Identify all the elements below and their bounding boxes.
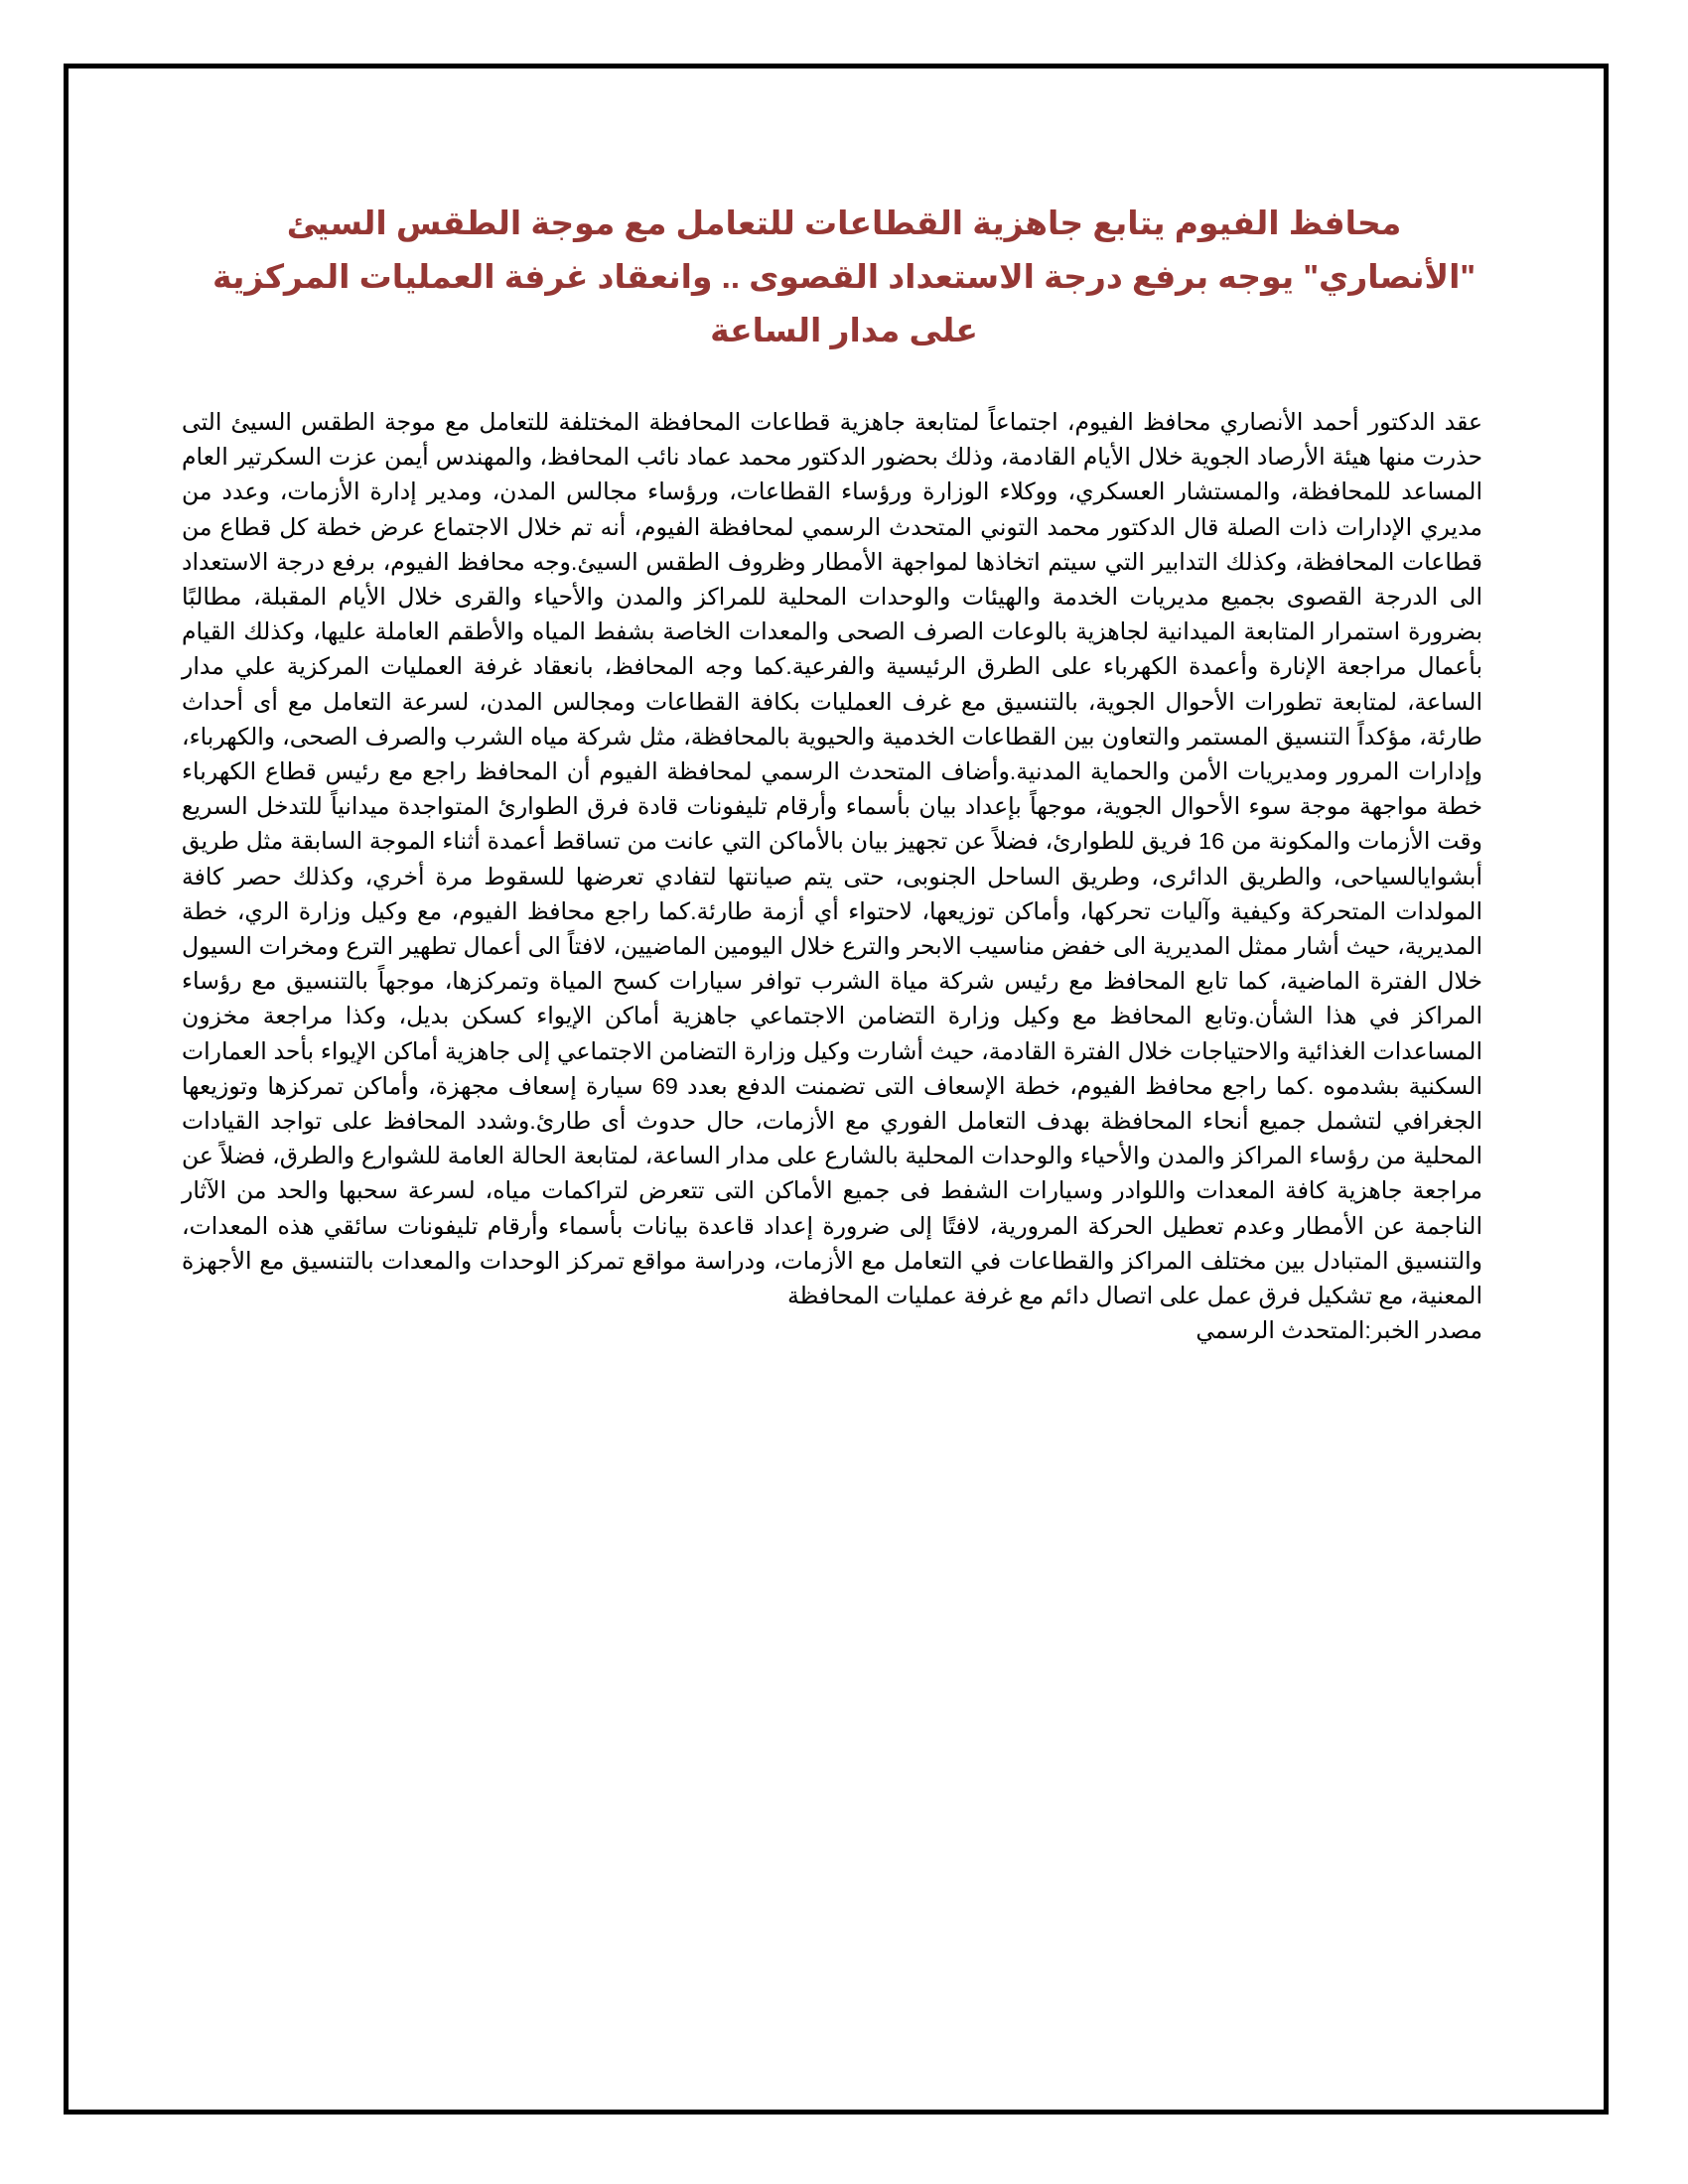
article-paragraph: عقد الدكتور أحمد الأنصاري محافظ الفيوم، اجتماعاً لمتابعة جاهزية قطاعات المحافظة المختلفة للتعامل مع موجة الطقس السيئ التى حذرت منها هيئة الأرصاد الجوية خلال الأيام القادمة، وذلك بحضور الدكتور محمد عماد نائب المحافظ، والمهندس أيمن عزت السكرتير العام المساعد للمحافظة، والمستشار العسكري، ووكلاء الوزارة ورؤساء القطاعات، ورؤساء مجالس المدن، ومدير إدارة الأزمات، وعدد من مديري الإدارات ذات الصلة قال الدكتور محمد التوني المتحدث الرسمي لمحافظة الفيوم، أنه تم خلال الاجتماع عرض خطة كل قطاع من قطاعات المحافظة، وكذلك التدابير التي سيتم اتخاذها لمواجهة الأمطار وظروف الطقس السيئ.وجه محافظ الفيوم، برفع درجة الاستعداد الى الدرجة القصوى بجميع مديريات الخدمة والهيئات والوحدات المحلية للمراكز والمدن والأحياء والقرى خلال الأيام المقبلة، مطالبًا بضرورة استمرار المتابعة الميدانية لجاهزية بالوعات الصرف الصحى والمعدات الخاصة بشفط المياه والأطقم العاملة عليها، وكذلك القيام بأعمال مراجعة الإنارة وأعمدة الكهرباء على الطرق الرئيسية والفرعية.كما وجه المحافظ، بانعقاد غرفة العمليات المركزية علي مدار الساعة، لمتابعة تطورات الأحوال الجوية، بالتنسيق مع غرف العمليات بكافة القطاعات ومجالس المدن، لسرعة التعامل مع أى أحداث طارئة، مؤكداً التنسيق المستمر والتعاون بين القطاعات الخدمية والحيوية بالمحافظة، مثل شركة مياه الشرب والصرف الصحى، والكهرباء، وإدارات المرور ومديريات الأمن والحماية المدنية.وأضاف المتحدث الرسمي لمحافظة الفيوم أن المحافظ راجع مع رئيس قطاع الكهرباء خطة مواجهة موجة سوء الأحوال الجوية، موجهاً بإعداد بيان بأسماء وأرقام تليفونات قادة فرق الطوارئ المتواجدة ميدانياً للتدخل السريع وقت الأزمات والمكونة من 16 فريق للطوارئ، فضلاً عن تجهيز بيان بالأماكن التي عانت من تساقط أعمدة أثناء الموجة السابقة مثل طريق أبشوايالسياحى، والطريق الدائرى، وطريق الساحل الجنوبى، حتى يتم صيانتها لتفادي تعرضها للسقوط مرة أخري، وكذلك حصر كافة المولدات المتحركة وكيفية وآليات تحركها، وأماكن توزيعها، لاحتواء أي أزمة طارئة.كما راجع محافظ الفيوم، مع وكيل وزارة الري، خطة المديرية، حيث أشار ممثل المديرية الى خفض مناسيب الابحر والترع خلال اليومين الماضيين، لافتاً الى أعمال تطهير الترع ومخرات السيول خلال الفترة الماضية، كما تابع المحافظ مع رئيس شركة مياة الشرب توافر سيارات كسح المياة وتمركزها، موجهاً بالتنسيق مع رؤساء المراكز في هذا الشأن.وتابع المحافظ مع وكيل وزارة التضامن الاجتماعي جاهزية أماكن الإيواء كسكن بديل، وكذا مراجعة مخزون المساعدات الغذائية والاحتياجات خلال الفترة القادمة، حيث أشارت وكيل وزارة التضامن الاجتماعي إلى جاهزية أماكن الإيواء بأحد العمارات السكنية بشدموه .كما راجع محافظ الفيوم، خطة الإسعاف التى تضمنت الدفع بعدد 69 سيارة إسعاف مجهزة، وأماكن تمركزها وتوزيعها الجغرافي لتشمل جميع أنحاء المحافظة بهدف التعامل الفوري مع الأزمات، حال حدوث أى طارئ.وشدد المحافظ على تواجد القيادات المحلية من رؤساء المراكز والمدن والأحياء والوحدات المحلية بالشارع على مدار الساعة، لمتابعة الحالة العامة للشوارع والطرق، فضلاً عن مراجعة جاهزية كافة المعدات واللوادر وسيارات الشفط فى جميع الأماكن التى تتعرض لتراكمات مياه، لسرعة سحبها والحد من الآثار الناجمة عن الأمطار وعدم تعطيل الحركة المرورية، لافتًا إلى ضرورة إعداد قاعدة بيانات بأسماء وأرقام تليفونات سائقي هذه المعدات، والتنسيق المتبادل بين مختلف المراكز والقطاعات في التعامل مع الأزمات، ودراسة مواقع تمركز الوحدات والمعدات بالتنسيق مع الأجهزة المعنية، مع تشكيل فرق عمل على اتصال دائم مع غرفة عمليات المحافظة [182, 409, 1482, 1309]
article-title: محافظ الفيوم يتابع جاهزية القطاعات للتعامل مع موجة الطقس السيئ "الأنصاري" يوجه برفع درجة الاستعداد القصوى .. وانعقاد غرفة العمليات المركزية على مدار الساعة [211, 205, 1477, 348]
article-body [182, 405, 1482, 1348]
article-source: مصدر الخبر:المتحدث الرسمي [1196, 1317, 1482, 1344]
